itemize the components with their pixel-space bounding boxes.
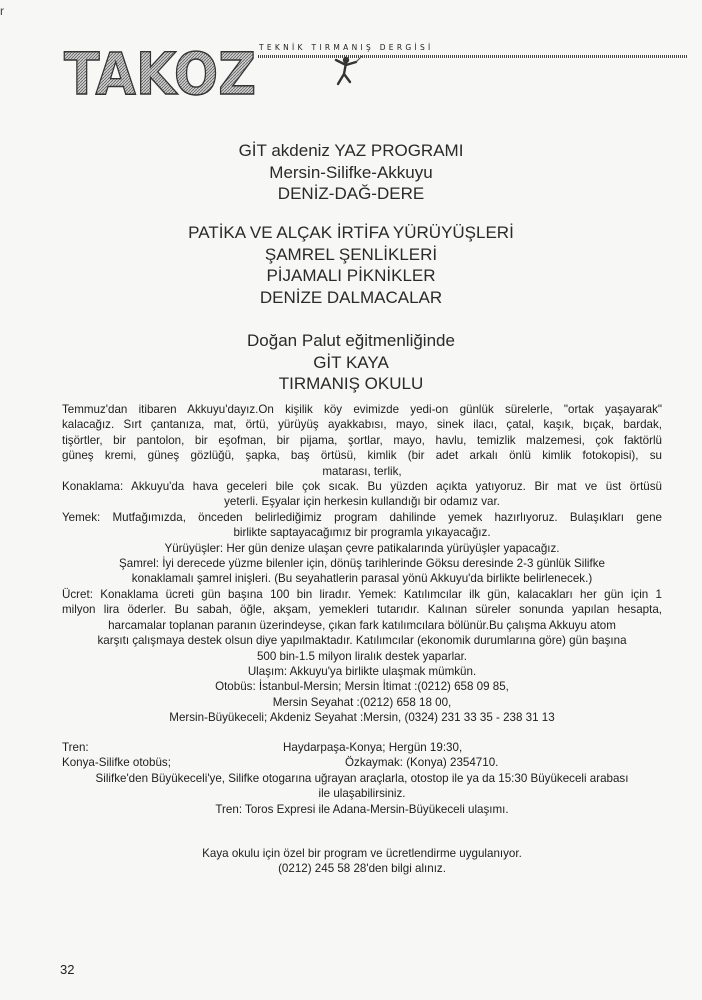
otobus-row	[62, 755, 662, 770]
takoz-logo	[62, 44, 258, 98]
school-line: TIRMANIŞ OKULU	[278, 374, 424, 393]
activity-line: PİJAMALI PİKNİKLER	[266, 266, 436, 285]
body-line: Yürüyüşler: Her gün denize ulaşan çevre patikalarında yürüyüşler yapacağız.	[164, 541, 560, 555]
body-line: kalacağız. Sırt çantanıza, mat, örtü, yürüyüş ayakkabısı, mayo, sinek ilacı, çatal, kaşık, bıçak, bardak,	[62, 418, 662, 432]
otobus-label: Konya-Silifke otobüs;	[62, 756, 171, 770]
body-line: 500 bin-1.5 milyon liralık destek yaparlar.	[256, 649, 468, 663]
body-line: yeterli. Eşyalar için herkesin kullandığı bir odamız var.	[224, 495, 500, 509]
body-line: güneş kremi, güneş gözlüğü, şapka, baş örtüsü, kimlik (bir adet arkalı önlü kimlik fotokopisi), su	[62, 449, 662, 463]
body-line: birlikte saptayacağımız bir programla yıkayacağız.	[233, 526, 491, 540]
magazine-subtitle: TEKNİK TIRMANIŞ DERGİSİ	[259, 43, 434, 52]
body-line: Mersin-Büyükeceli; Akdeniz Seyahat :Mersin, (0324) 231 33 35 - 238 31 13	[169, 711, 555, 725]
climbing-school-note	[62, 846, 662, 877]
school-line: Doğan Palut eğitmenliğinde	[247, 331, 455, 350]
transport-info	[62, 740, 662, 817]
body-line: Şamrel: İyi derecede yüzme bilenler için, dönüş tarihlerinde Göksu deresinde 2-3 günlük Silifke	[119, 557, 605, 571]
activity-line: ŞAMREL ŞENLİKLERİ	[264, 244, 438, 264]
body-line: Yemek: Mutfağımızda, önceden belirlediğimiz program dahilinde yemek hazırlıyoruz. Bulaşıkları gene	[62, 510, 662, 524]
page-edge-mark: r	[0, 4, 4, 18]
body-line: milyon lira öderler. Bu sabah, öğle, akşam, yemekleri tutarıdır. Kalınan süreler sonunda yapılan hesapta,	[62, 603, 662, 617]
body-line: harcamalar toplanan paranın üzerindeyse, çıkan fark katılımcılara bölünür.Bu çalışma Akkuyu atom	[108, 618, 616, 632]
body-line: karşıtı çalışmaya destek olsun diye yapılmaktadır. Katılımcılar (ekonomik durumlarına göre) gün başına	[97, 634, 627, 648]
body-line: tişörtler, bir pantolon, bir eşofman, bir pijama, şortlar, mayo, havlu, temizlik malzemesi, çok faktörlü	[62, 433, 662, 447]
closing-line: (0212) 245 58 28'den bilgi alınız.	[278, 862, 446, 876]
program-title-line: Mersin-Silifke-Akkuyu	[269, 162, 433, 182]
program-title-line: GİT akdeniz YAZ PROGRAMI	[238, 141, 464, 160]
body-line: Ücret: Konaklama ücreti gün başına 100 bin liradır. Yemek: Katılımcılar ilk gün, kalacakları her gün için 1	[62, 587, 662, 601]
body-line: konaklamalı şamrel inişleri. (Bu seyahatlerin parasal yönü Akkuyu'da birlikte belirlenecek.)	[131, 572, 593, 586]
magazine-header	[62, 38, 688, 106]
program-details-text	[62, 402, 662, 726]
body-line: Ulaşım: Akkuyu'ya birlikte ulaşmak mümkün.	[247, 664, 477, 678]
page-number: 32	[60, 962, 75, 977]
svg-text:TAKOZ: TAKOZ	[64, 44, 256, 98]
header-rule	[258, 55, 688, 58]
tren-row	[62, 740, 662, 755]
transport-line: Silifke'den Büyükeceli'ye, Silifke otogarına uğrayan araçlarla, otostop ile ya da 15:30 Büyükeceli arabası	[95, 771, 629, 785]
body-line: Temmuz'dan itibaren Akkuyu'dayız.On kişilik köy evimizde yedi-on günlük sürelerle, "ortak yaşayarak"	[62, 403, 662, 416]
program-title-line: DENİZ-DAĞ-DERE	[277, 184, 425, 203]
activity-line: PATİKA VE ALÇAK İRTİFA YÜRÜYÜŞLERİ	[188, 223, 514, 242]
activities-block	[0, 222, 702, 308]
transport-line: ile ulaşabilirsiniz.	[318, 787, 406, 801]
body-line: Konaklama: Akkuyu'da hava geceleri bile çok sıcak. Bu yüzden açıkta yatıyoruz. Bir mat ve üst örtüsü	[62, 480, 662, 494]
school-line: GİT KAYA	[313, 352, 389, 372]
body-line: Otobüs: İstanbul-Mersin; Mersin İtimat :(0212) 658 09 85,	[215, 680, 509, 694]
closing-line: Kaya okulu için özel bir program ve ücretlendirme uygulanıyor.	[202, 847, 522, 860]
body-line: Mersin Seyahat :(0212) 658 18 00,	[272, 695, 452, 709]
climber-figure-icon	[324, 52, 368, 90]
body-line: matarası, terlik,	[322, 464, 402, 478]
tren-value: Haydarpaşa-Konya; Hergün 19:30,	[283, 741, 463, 754]
program-title-block	[0, 140, 702, 205]
transport-line: Tren: Toros Expresi ile Adana-Mersin-Büyükeceli ulaşımı.	[215, 802, 509, 816]
otobus-value: Özkaymak: (Konya) 2354710.	[345, 756, 499, 770]
tren-label: Tren:	[62, 741, 89, 754]
activity-line: DENİZE DALMACALAR	[259, 287, 443, 307]
school-block	[0, 330, 702, 395]
